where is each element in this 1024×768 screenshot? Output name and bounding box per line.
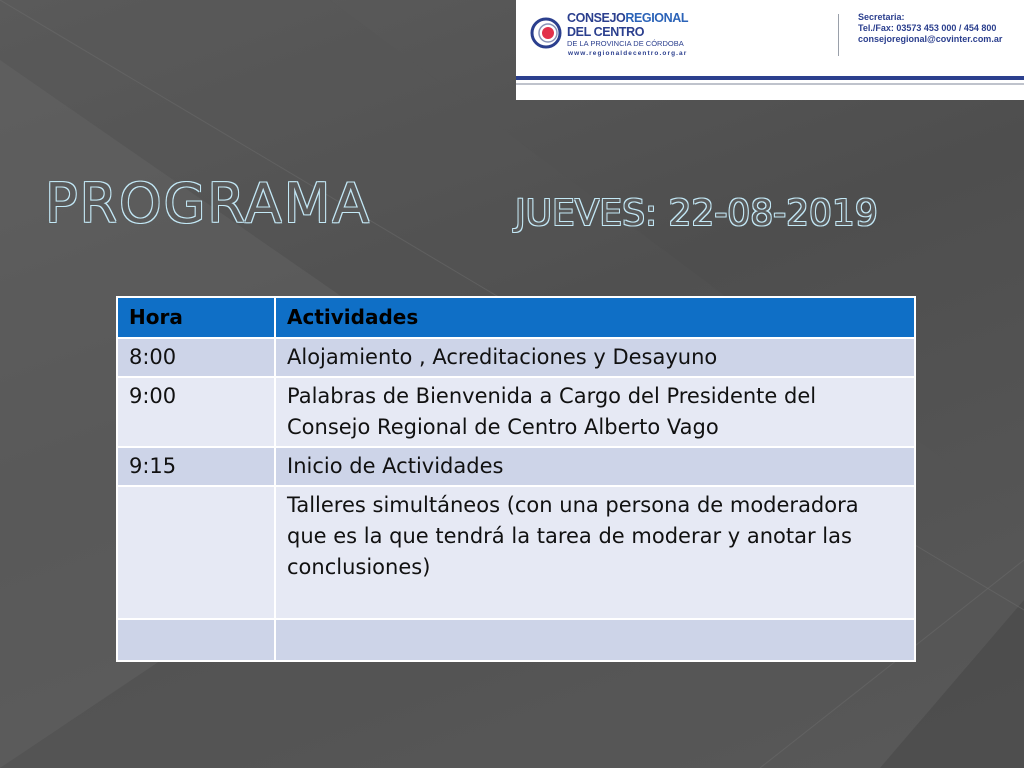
table-row [117,447,915,486]
logo-line3: DE LA PROVINCIA DE CÓRDOBA [567,39,684,48]
logo-line2: DEL CENTRO [567,24,645,39]
banner-rule-blue [516,76,1024,80]
consejo-logo-icon [530,13,564,53]
slide-title: PROGRAMA [45,172,372,235]
logo-consejo: CONSEJO [567,11,626,25]
cell-time: 9:15 [117,447,275,486]
contact-label: Secretaria: [858,12,905,22]
table-row [117,619,915,661]
cell-activity: Talleres simultáneos (con una persona de moderadora que es la que tendrá la tarea de moderar y anotar las conclusiones) [275,486,915,619]
cell-activity: Alojamiento , Acreditaciones y Desayuno [275,338,915,377]
contact-info [858,12,1002,45]
schedule-table [116,296,916,662]
table-row [117,338,915,377]
header-actividades: Actividades [275,297,915,338]
logo-url: www.regionaldecentro.org.ar [568,50,688,57]
cell-time [117,619,275,661]
cell-time [117,486,275,619]
table-row [117,486,915,619]
banner-rule-grey [516,83,1024,85]
logo-text [567,12,692,48]
contact-email: consejoregional@covinter.com.ar [858,34,1003,44]
table-row [117,377,915,447]
logo-line1 [567,12,692,25]
banner-divider [838,14,839,56]
cell-time: 9:00 [117,377,275,447]
cell-time: 8:00 [117,338,275,377]
table-header-row [117,297,915,338]
cell-activity: Palabras de Bienvenida a Cargo del Presidente del Consejo Regional de Centro Alberto Vago [275,377,915,447]
cell-activity: Inicio de Actividades [275,447,915,486]
header-hora: Hora [117,297,275,338]
contact-phone: Tel./Fax: 03573 453 000 / 454 800 [858,23,997,33]
cell-activity [275,619,915,661]
logo-regional: REGIONAL [625,11,689,25]
header-banner [516,0,1024,100]
slide-date: JUEVES: 22-08-2019 [515,193,878,234]
